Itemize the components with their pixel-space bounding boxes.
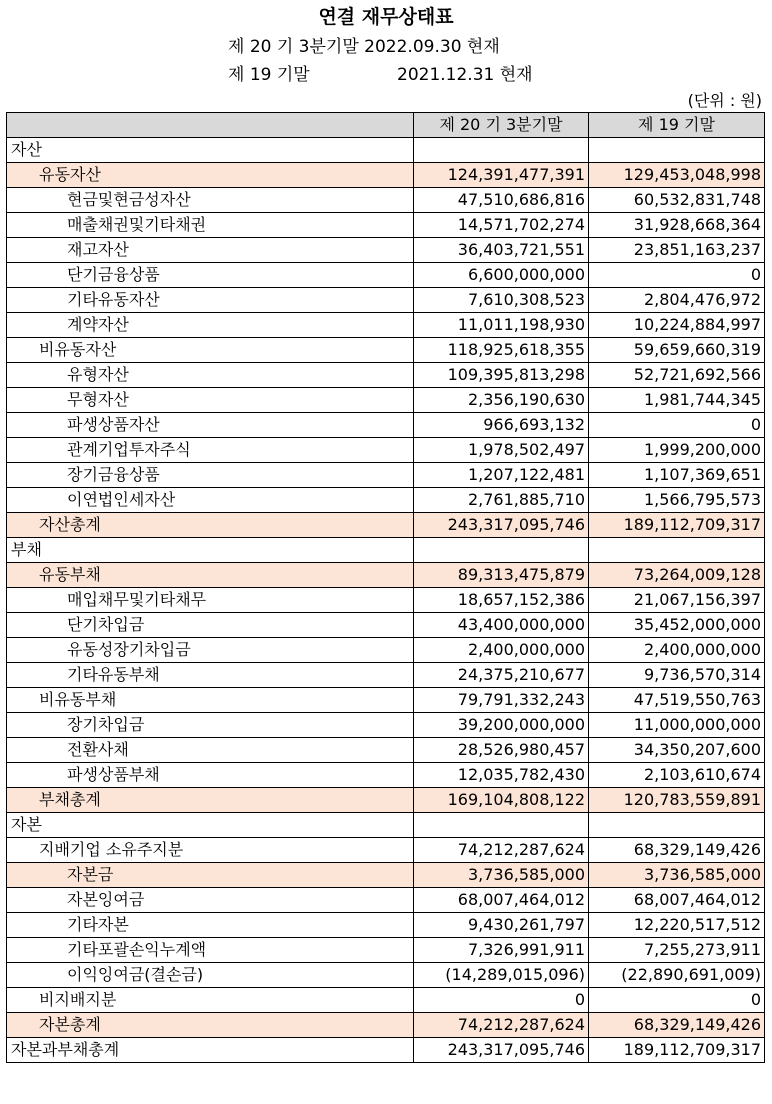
prior-period-value: (22,890,691,009): [589, 963, 765, 988]
table-row: [7, 913, 765, 938]
prior-period-value: 3,736,585,000: [589, 863, 765, 888]
table-row: [7, 763, 765, 788]
account-name: 비지배지분: [7, 988, 414, 1013]
current-period-value: 74,212,287,624: [414, 838, 589, 863]
header-prior-period: 제 19 기말: [589, 113, 765, 138]
prior-period-value: 52,721,692,566: [589, 363, 765, 388]
prior-period-label: 제 19 기말: [228, 65, 310, 85]
account-name: 자본총계: [7, 1013, 414, 1038]
current-period-value: 28,526,980,457: [414, 738, 589, 763]
table-row: [7, 363, 765, 388]
current-period-value: 966,693,132: [414, 413, 589, 438]
current-period-value: 89,313,475,879: [414, 563, 589, 588]
current-period-value: (14,289,015,096): [414, 963, 589, 988]
prior-period-value: 0: [589, 988, 765, 1013]
current-period-value: 18,657,152,386: [414, 588, 589, 613]
prior-period-value: 1,981,744,345: [589, 388, 765, 413]
current-period-value: 12,035,782,430: [414, 763, 589, 788]
current-period-value: 1,207,122,481: [414, 463, 589, 488]
account-name: 매출채권및기타채권: [7, 213, 414, 238]
table-row: [7, 738, 765, 763]
prior-period-date: 2021.12.31 현재: [397, 65, 533, 85]
current-period-value: 243,317,095,746: [414, 1038, 589, 1063]
prior-period-value: 1,107,369,651: [589, 463, 765, 488]
prior-period-value: 0: [589, 263, 765, 288]
current-period-value: 68,007,464,012: [414, 888, 589, 913]
table-row: [7, 663, 765, 688]
table-row: [7, 188, 765, 213]
table-row: [7, 688, 765, 713]
account-name: 유동성장기차입금: [7, 638, 414, 663]
account-name: 전환사채: [7, 738, 414, 763]
current-period-value: 2,356,190,630: [414, 388, 589, 413]
table-row: [7, 463, 765, 488]
table-header-row: [7, 113, 765, 138]
account-name: 관계기업투자주식: [7, 438, 414, 463]
account-name: 지배기업 소유주지분: [7, 838, 414, 863]
table-row: [7, 1038, 765, 1063]
prior-period-value: 60,532,831,748: [589, 188, 765, 213]
table-row: [7, 513, 765, 538]
prior-period-value: 73,264,009,128: [589, 563, 765, 588]
current-period-value: 7,326,991,911: [414, 938, 589, 963]
table-row: [7, 538, 765, 563]
prior-period-value: 12,220,517,512: [589, 913, 765, 938]
prior-period-value: 189,112,709,317: [589, 513, 765, 538]
table-row: [7, 813, 765, 838]
current-period-value: 79,791,332,243: [414, 688, 589, 713]
current-period-value: 39,200,000,000: [414, 713, 589, 738]
current-period-value: 118,925,618,355: [414, 338, 589, 363]
prior-period-value: 23,851,163,237: [589, 238, 765, 263]
current-period-value: 14,571,702,274: [414, 213, 589, 238]
prior-period-value: [589, 813, 765, 838]
current-period-value: 11,011,198,930: [414, 313, 589, 338]
current-period-value: 3,736,585,000: [414, 863, 589, 888]
unit-label: (단위 : 원): [687, 91, 762, 110]
balance-sheet-table: [6, 112, 765, 1063]
account-name: 무형자산: [7, 388, 414, 413]
statement-title: 연결 재무상태표: [318, 6, 454, 28]
prior-period-value: 2,103,610,674: [589, 763, 765, 788]
current-period-value: [414, 538, 589, 563]
prior-period-value: 2,804,476,972: [589, 288, 765, 313]
current-period-value: 24,375,210,677: [414, 663, 589, 688]
account-name: 유동자산: [7, 163, 414, 188]
table-row: [7, 388, 765, 413]
prior-period-value: 11,000,000,000: [589, 713, 765, 738]
table-row: [7, 213, 765, 238]
account-name: 계약자산: [7, 313, 414, 338]
current-period-value: 47,510,686,816: [414, 188, 589, 213]
table-row: [7, 988, 765, 1013]
prior-period-value: 1,566,795,573: [589, 488, 765, 513]
current-period-value: 43,400,000,000: [414, 613, 589, 638]
table-row: [7, 963, 765, 988]
account-name: 이익잉여금(결손금): [7, 963, 414, 988]
account-name: 유형자산: [7, 363, 414, 388]
current-period-value: 243,317,095,746: [414, 513, 589, 538]
account-name: 부채: [7, 538, 414, 563]
account-name: 단기금융상품: [7, 263, 414, 288]
table-row: [7, 288, 765, 313]
table-row: [7, 238, 765, 263]
prior-period-value: 68,329,149,426: [589, 1013, 765, 1038]
header-account: [7, 113, 414, 138]
table-row: [7, 863, 765, 888]
current-period-value: [414, 138, 589, 163]
table-row: [7, 338, 765, 363]
prior-period-value: 120,783,559,891: [589, 788, 765, 813]
table-row: [7, 138, 765, 163]
account-name: 기타포괄손익누계액: [7, 938, 414, 963]
current-period-line: 제 20 기 3분기말 2022.09.30 현재: [228, 37, 500, 57]
prior-period-value: 0: [589, 413, 765, 438]
current-period-value: 0: [414, 988, 589, 1013]
current-period-value: [414, 813, 589, 838]
current-period-value: 9,430,261,797: [414, 913, 589, 938]
account-name: 비유동자산: [7, 338, 414, 363]
table-row: [7, 438, 765, 463]
account-name: 현금및현금성자산: [7, 188, 414, 213]
account-name: 파생상품부채: [7, 763, 414, 788]
prior-period-value: [589, 538, 765, 563]
account-name: 기타유동자산: [7, 288, 414, 313]
account-name: 비유동부채: [7, 688, 414, 713]
prior-period-value: 9,736,570,314: [589, 663, 765, 688]
prior-period-value: 7,255,273,911: [589, 938, 765, 963]
prior-period-value: 59,659,660,319: [589, 338, 765, 363]
current-period-value: 169,104,808,122: [414, 788, 589, 813]
account-name: 장기금융상품: [7, 463, 414, 488]
prior-period-value: 47,519,550,763: [589, 688, 765, 713]
table-row: [7, 1013, 765, 1038]
current-period-value: 6,600,000,000: [414, 263, 589, 288]
table-row: [7, 613, 765, 638]
prior-period-value: 68,329,149,426: [589, 838, 765, 863]
table-row: [7, 163, 765, 188]
prior-period-value: 34,350,207,600: [589, 738, 765, 763]
prior-period-value: 68,007,464,012: [589, 888, 765, 913]
prior-period-value: 10,224,884,997: [589, 313, 765, 338]
table-row: [7, 788, 765, 813]
prior-period-value: 189,112,709,317: [589, 1038, 765, 1063]
prior-period-value: 2,400,000,000: [589, 638, 765, 663]
prior-period-value: 35,452,000,000: [589, 613, 765, 638]
table-row: [7, 638, 765, 663]
table-row: [7, 713, 765, 738]
table-row: [7, 263, 765, 288]
current-period-value: 74,212,287,624: [414, 1013, 589, 1038]
account-name: 기타유동부채: [7, 663, 414, 688]
table-row: [7, 413, 765, 438]
account-name: 장기차입금: [7, 713, 414, 738]
current-period-value: 2,761,885,710: [414, 488, 589, 513]
table-body: [7, 138, 765, 1063]
account-name: 자본: [7, 813, 414, 838]
account-name: 자본과부채총계: [7, 1038, 414, 1063]
prior-period-value: 31,928,668,364: [589, 213, 765, 238]
account-name: 단기차입금: [7, 613, 414, 638]
prior-period-value: 1,999,200,000: [589, 438, 765, 463]
table-row: [7, 563, 765, 588]
account-name: 자산총계: [7, 513, 414, 538]
account-name: 유동부채: [7, 563, 414, 588]
account-name: 재고자산: [7, 238, 414, 263]
table-row: [7, 488, 765, 513]
account-name: 자산: [7, 138, 414, 163]
current-period-value: 36,403,721,551: [414, 238, 589, 263]
account-name: 부채총계: [7, 788, 414, 813]
account-name: 자본금: [7, 863, 414, 888]
account-name: 기타자본: [7, 913, 414, 938]
table-row: [7, 588, 765, 613]
table-row: [7, 313, 765, 338]
table-row: [7, 938, 765, 963]
prior-period-value: 129,453,048,998: [589, 163, 765, 188]
current-period-value: 7,610,308,523: [414, 288, 589, 313]
prior-period-value: [589, 138, 765, 163]
prior-period-value: 21,067,156,397: [589, 588, 765, 613]
table-row: [7, 888, 765, 913]
header-current-period: 제 20 기 3분기말: [414, 113, 589, 138]
account-name: 파생상품자산: [7, 413, 414, 438]
table-row: [7, 838, 765, 863]
account-name: 이연법인세자산: [7, 488, 414, 513]
current-period-value: 124,391,477,391: [414, 163, 589, 188]
account-name: 자본잉여금: [7, 888, 414, 913]
current-period-value: 2,400,000,000: [414, 638, 589, 663]
current-period-value: 1,978,502,497: [414, 438, 589, 463]
account-name: 매입채무및기타채무: [7, 588, 414, 613]
current-period-value: 109,395,813,298: [414, 363, 589, 388]
